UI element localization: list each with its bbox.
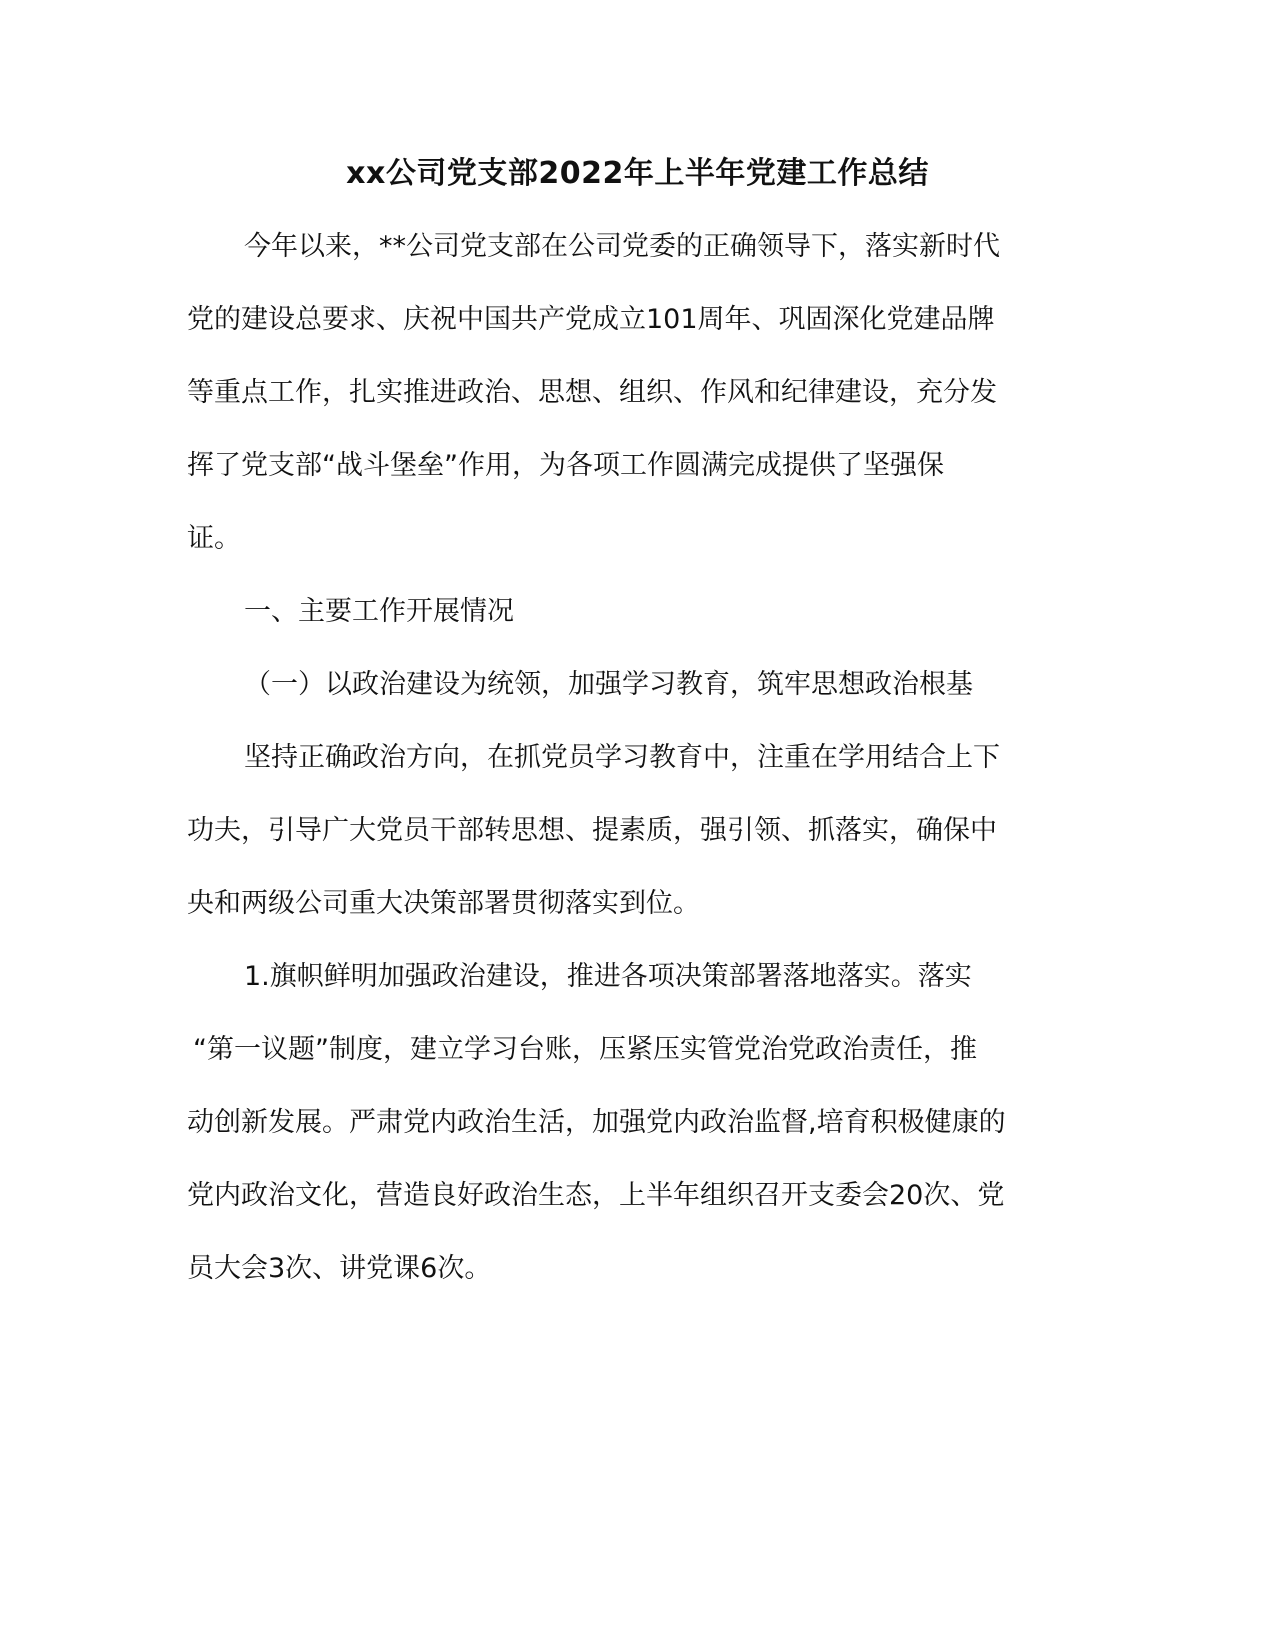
paragraph-line: 证。 [187,523,241,554]
paragraph-line: 动创新发展。严肃党内政治生活，加强党内政治监督,培育积极健康的 [187,1107,1006,1138]
paragraph-line: 挥了党支部“战斗堡垒”作用，为各项工作圆满完成提供了坚强保 [187,450,944,481]
paragraph-line: “第一议题”制度，建立学习台账，压紧压实管党治党政治责任，推 [193,1034,977,1065]
paragraph-line: 1.旗帜鲜明加强政治建设，推进各项决策部署落地落实。落实 [244,961,972,992]
paragraph-line: 坚持正确政治方向，在抓党员学习教育中，注重在学用结合上下 [244,742,1000,773]
paragraph-line: 等重点工作，扎实推进政治、思想、组织、作风和纪律建设，充分发 [187,377,997,408]
paragraph-line: 员大会3次、讲党课6次。 [187,1253,492,1284]
paragraph-line: 功夫，引导广大党员干部转思想、提素质，强引领、抓落实，确保中 [187,815,997,846]
section-heading: 一、主要工作开展情况 [244,596,514,627]
paragraph-line: 央和两级公司重大决策部署贯彻落实到位。 [187,888,700,919]
paragraph-line: 今年以来，**公司党支部在公司党委的正确领导下，落实新时代 [244,231,1000,262]
subsection-heading: （一）以政治建设为统领，加强学习教育，筑牢思想政治根基 [244,669,973,700]
paragraph-line: 党的建设总要求、庆祝中国共产党成立101周年、巩固深化党建品牌 [187,304,995,335]
document-title: xx公司党支部2022年上半年党建工作总结 [346,156,929,191]
paragraph-line: 党内政治文化，营造良好政治生态，上半年组织召开支委会20次、党 [187,1180,1005,1211]
